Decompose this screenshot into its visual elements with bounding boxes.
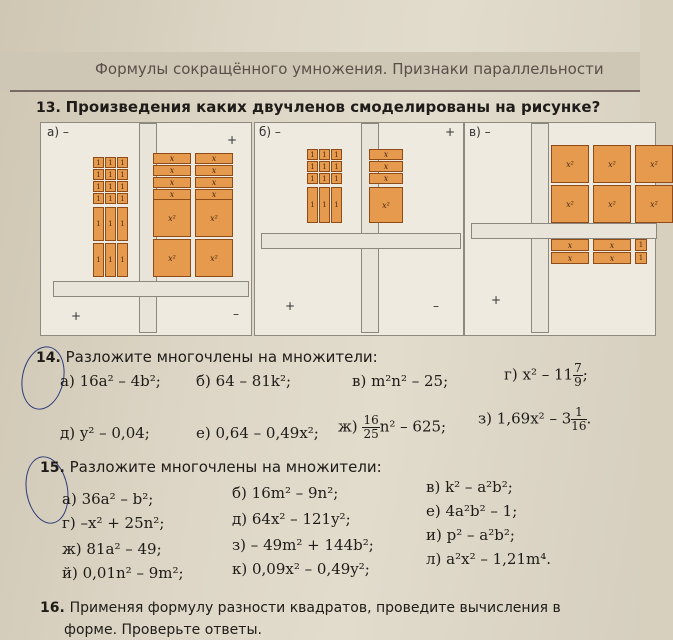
unit-tile: 1: [105, 157, 116, 168]
x-tile: x: [153, 165, 191, 176]
task14-number: 14.: [36, 350, 61, 366]
x-squared-tile: x²: [195, 239, 233, 277]
task14-text: Разложите многочлены на множители:: [65, 348, 378, 366]
panel-v-plus-bottom: +: [491, 293, 502, 307]
unit-tile: 1: [93, 169, 104, 180]
task14-g-whole: 1: [563, 365, 574, 384]
task16-text: Применяя формулу разности квадратов, проведите вычисления в: [69, 600, 561, 616]
unit-tile: 1: [93, 193, 104, 204]
task15-item-d: д) 64x² – 121y²;: [232, 510, 351, 528]
panel-a-plus-bottom: +: [71, 309, 82, 323]
x-tile: x: [593, 239, 631, 251]
unit-tile: 1: [117, 157, 128, 168]
task14-item-z: [478, 406, 591, 433]
panel-v-label: в) –: [469, 125, 491, 139]
unit-tile: 1: [331, 187, 342, 223]
task14-item-zh: [338, 414, 446, 441]
task15-text: Разложите многочлены на множители:: [69, 458, 382, 476]
task15-item-v: в) k² – a²b²;: [426, 478, 513, 496]
x-squared-tile: x²: [153, 199, 191, 237]
unit-tile: 1: [319, 173, 330, 184]
model-panel-a: [40, 122, 252, 336]
task14-z-den: 16: [571, 419, 587, 433]
task13-number: 13.: [36, 100, 61, 116]
task14-zh-den: 25: [363, 427, 379, 441]
task16-title: [40, 598, 561, 616]
task14-item-g: [504, 362, 588, 389]
panel-b-minus-bottom: –: [433, 299, 439, 313]
unit-tile: 1: [93, 207, 104, 241]
task14-item-d: д) y² – 0,04;: [60, 424, 150, 442]
unit-tile: 1: [307, 187, 318, 223]
task14-z-tail: .: [586, 409, 592, 428]
unit-tile: 1: [331, 161, 342, 172]
x-tile: x: [195, 189, 233, 200]
unit-tile: 1: [635, 239, 647, 251]
unit-tile: 1: [319, 161, 330, 172]
task15-title: [40, 458, 382, 476]
x-squared-tile: x²: [369, 187, 403, 223]
x-squared-tile: x²: [635, 185, 673, 223]
task15-item-zh: ж) 81a² – 49;: [62, 540, 162, 558]
task14-zh-num: 16: [363, 413, 379, 427]
panel-b-label: б) –: [259, 125, 281, 139]
unit-tile: 1: [105, 193, 116, 204]
x-tile: x: [369, 173, 403, 184]
task14-item-e: е) 0,64 – 0,49x²;: [196, 424, 319, 442]
unit-tile: 1: [117, 243, 128, 277]
unit-tile: 1: [105, 169, 116, 180]
panel-b-plus-top: +: [445, 125, 456, 139]
x-tile: x: [153, 189, 191, 200]
x-tile: x: [369, 149, 403, 160]
task14-g-den: 9: [574, 375, 582, 389]
x-squared-tile: x²: [551, 185, 589, 223]
x-tile: x: [153, 177, 191, 188]
unit-tile: 1: [307, 149, 318, 160]
unit-tile: 1: [319, 149, 330, 160]
x-squared-tile: x²: [635, 145, 673, 183]
unit-tile: 1: [331, 173, 342, 184]
panel-b-plus-bottom: +: [285, 299, 296, 313]
x-tile: x: [593, 252, 631, 264]
task16-text-line2: форме. Проверьте ответы.: [64, 622, 262, 638]
task15-item-e: е) 4a²b² – 1;: [426, 502, 518, 520]
task15-item-i: и) p² – a²b²;: [426, 526, 515, 544]
x-tile: x: [369, 161, 403, 172]
task13-title: [36, 98, 600, 116]
unit-tile: 1: [117, 169, 128, 180]
task14-title: [36, 348, 378, 366]
task15-item-g: г) –x² + 25n²;: [62, 514, 165, 532]
model-panel-v: [464, 122, 656, 336]
task15-item-a: а) 36a² – b²;: [62, 490, 154, 508]
task14-item-zh-tail: n² – 625;: [379, 417, 447, 436]
task14-item-z-text: з) 1,69x² – 3: [478, 409, 572, 428]
header-rule: [10, 90, 640, 92]
x-tile: x: [153, 153, 191, 164]
x-squared-tile: x²: [195, 199, 233, 237]
task14-item-b: б) 64 – 81k²;: [196, 372, 292, 390]
x-tile: x: [195, 153, 233, 164]
unit-tile: 1: [319, 187, 330, 223]
model-panel-b: [254, 122, 464, 336]
task15-item-z: з) – 49m² + 144b²;: [232, 536, 374, 554]
unit-tile: 1: [635, 252, 647, 264]
task14-z-num: 1: [571, 406, 586, 420]
panel-a-minus-bottom: –: [233, 307, 239, 321]
task15-item-l: л) a²x² – 1,21m⁴.: [426, 550, 552, 568]
panel-a-plus-top: +: [227, 133, 238, 147]
task15-number: 15.: [40, 460, 65, 476]
task14-g-fraction: [573, 362, 583, 389]
task14-item-a: а) 16a² – 4b²;: [60, 372, 161, 390]
unit-tile: 1: [105, 207, 116, 241]
task14-z-fraction: [571, 406, 586, 433]
task15-item-b: б) 16m² – 9n²;: [232, 484, 339, 502]
panel-v-horizontal-bar: [471, 223, 657, 239]
x-squared-tile: x²: [593, 145, 631, 183]
unit-tile: 1: [117, 207, 128, 241]
task14-item-v: в) m²n² – 25;: [352, 372, 449, 390]
unit-tile: 1: [307, 161, 318, 172]
x-squared-tile: x²: [153, 239, 191, 277]
task14-item-zh-label: ж): [338, 417, 358, 436]
x-tile: x: [195, 177, 233, 188]
unit-tile: 1: [93, 157, 104, 168]
panel-a-horizontal-bar: [53, 281, 249, 297]
task16-number: 16.: [40, 600, 65, 616]
x-tile: x: [551, 252, 589, 264]
unit-tile: 1: [93, 243, 104, 277]
panel-a-label: а) –: [47, 125, 69, 139]
task15-item-ij: й) 0,01n² – 9m²;: [62, 564, 184, 582]
unit-tile: 1: [307, 173, 318, 184]
task14-item-g-text: г) x² – 1: [504, 365, 564, 384]
task14-g-tail: ;: [582, 365, 588, 384]
unit-tile: 1: [105, 243, 116, 277]
task15-item-k: к) 0,09x² – 0,49y²;: [232, 560, 370, 578]
task14-zh-fraction: [362, 414, 379, 441]
unit-tile: 1: [105, 181, 116, 192]
running-header: Формулы сокращённого умножения. Признаки параллельности: [95, 60, 604, 78]
unit-tile: 1: [93, 181, 104, 192]
unit-tile: 1: [117, 181, 128, 192]
x-squared-tile: x²: [593, 185, 631, 223]
x-squared-tile: x²: [551, 145, 589, 183]
task14-g-num: 7: [574, 361, 582, 375]
unit-tile: 1: [331, 149, 342, 160]
panel-b-horizontal-bar: [261, 233, 461, 249]
unit-tile: 1: [117, 193, 128, 204]
x-tile: x: [551, 239, 589, 251]
task13-text: Произведения каких двучленов смоделированы на рисунке?: [65, 98, 601, 116]
x-tile: x: [195, 165, 233, 176]
